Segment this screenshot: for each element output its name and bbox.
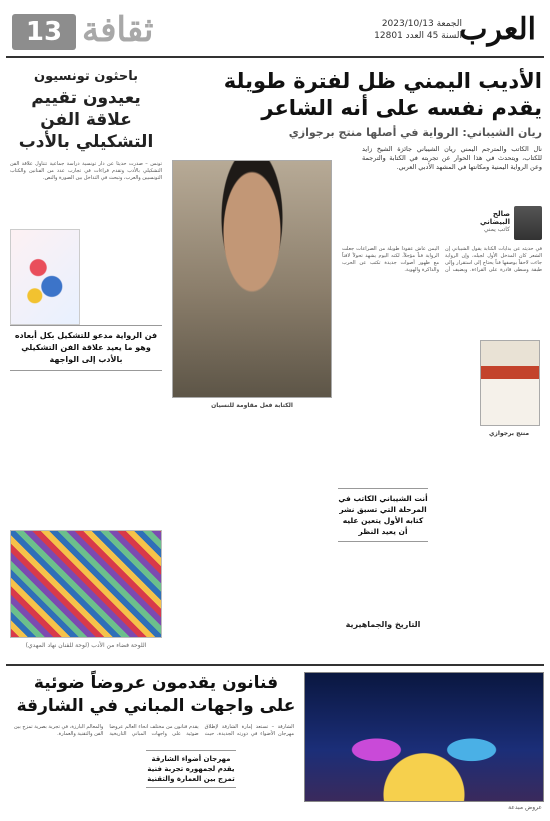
- byline: [466, 206, 542, 240]
- bottom-article-body: الشارقة – تستعد إمارة الشارقة لإطلاق مهرجان الأضواء في دورته الجديدة، حيث يقدم فنانون من مختلف أنحاء العالم عروضاً ضوئية على واجهات المباني التاريخية والمعالم البارزة، في تجربة بصرية تمزج بين الفن والتقنية والعمارة.: [14, 724, 294, 737]
- main-article-body: في حديثه عن بدايات الكتابة يقول الشيباني إن الشعر كان المدخل الأول لجيله، وإن الرواية جاءت لاحقاً بوصفها فناً يحتاج إلى استقرار وإلى طبقة وسطى قادرة على القراءة. ويضيف أن اليمن عاش عقوداً طويلة من الصراعات جعلت الرواية فناً مؤجلاً، لكنه اليوم يشهد تحولاً لافتاً مع ظهور أصوات جديدة تكتب عن الحرب والذاكرة والهوية.: [342, 246, 542, 273]
- bottom-article-pullquote: مهرجان أضواء الشارقة يقدم لجمهوره تجربة فنية تمزج بين العمارة والتقنية: [146, 750, 236, 788]
- page-number-badge: 13: [12, 14, 76, 50]
- issue-date: الجمعة 2023/10/13: [381, 19, 462, 29]
- main-article-pullquote: أنت الشيباني الكاتب في المرحلة التي تسبق نشر كتابه الأول يتعين عليه أن يعيد النظر: [338, 488, 428, 542]
- painting-caption: اللوحة فضاء من الأدب (لوحة للفنان نهاد المهدي): [25, 642, 147, 649]
- avatar: [514, 206, 542, 240]
- main-article-lead: نال الكاتب والمترجم اليمني ريان الشيباني جائزة الشيخ زايد للكتاب، ويتحدث في هذا الحوار عن تجربته في الكتابة والترجمة وعن الرواية اليمنية ومكانتها في المشهد الأدبي العربي.: [362, 145, 542, 171]
- issue-number: السنة 45 العدد 12801: [374, 31, 462, 41]
- byline-role: كاتب يمني: [483, 226, 510, 233]
- painting-image: [10, 229, 80, 325]
- photo-credit: عروض مبدعة: [508, 804, 542, 811]
- newspaper-logo: العرب: [459, 12, 536, 47]
- left-article-headline: يعيدون تقييم علاقة الفن التشكيلي بالأدب: [18, 88, 154, 152]
- main-article-headline: الأديب اليمني ظل لفترة طويلة يقدم نفسه على أنه الشاعر: [223, 69, 542, 120]
- book-cover-image: [480, 340, 540, 426]
- book-caption: منتج برجوازي: [488, 430, 530, 437]
- subsection-heading: التاريخ والجماهيرية: [345, 620, 421, 629]
- left-article-pullquote: فن الرواية مدعو للتشكيل بكل أبعاده وهو ما يعيد علاقة الفن التشكيلي بالأدب إلى الواجهة: [10, 325, 162, 371]
- left-article: [10, 68, 162, 658]
- section-title: ثقافة: [82, 10, 154, 50]
- issue-info: [374, 18, 462, 42]
- byline-name: صالح البيضاني: [480, 210, 510, 226]
- masthead: [6, 6, 544, 58]
- main-article: [172, 68, 542, 658]
- light-show-photo: [304, 672, 544, 802]
- main-article-subhead: ريان الشيباني: الرواية في أصلها منتج برجوازي: [288, 126, 542, 139]
- bottom-article: [6, 664, 544, 814]
- author-portrait-photo: [172, 160, 332, 398]
- left-article-kicker: باحثون تونسيون: [34, 69, 138, 84]
- abstract-painting-image: [10, 530, 162, 638]
- bottom-article-headline: فنانون يقدمون عروضاً ضوئية على واجهات المباني في الشارقة: [16, 673, 296, 716]
- left-article-body: تونس – صدرت حديثاً عن دار تونسية دراسة جماعية تتناول علاقة الفن التشكيلي بالأدب وتقدم قراءات في تجارب عدد من الفنانين والكتاب التونسيين والعرب، وتبحث في التداخل بين الصورة والنص.: [10, 161, 162, 181]
- photo-caption: الكتابة فعل مقاومة للنسيان: [211, 402, 293, 409]
